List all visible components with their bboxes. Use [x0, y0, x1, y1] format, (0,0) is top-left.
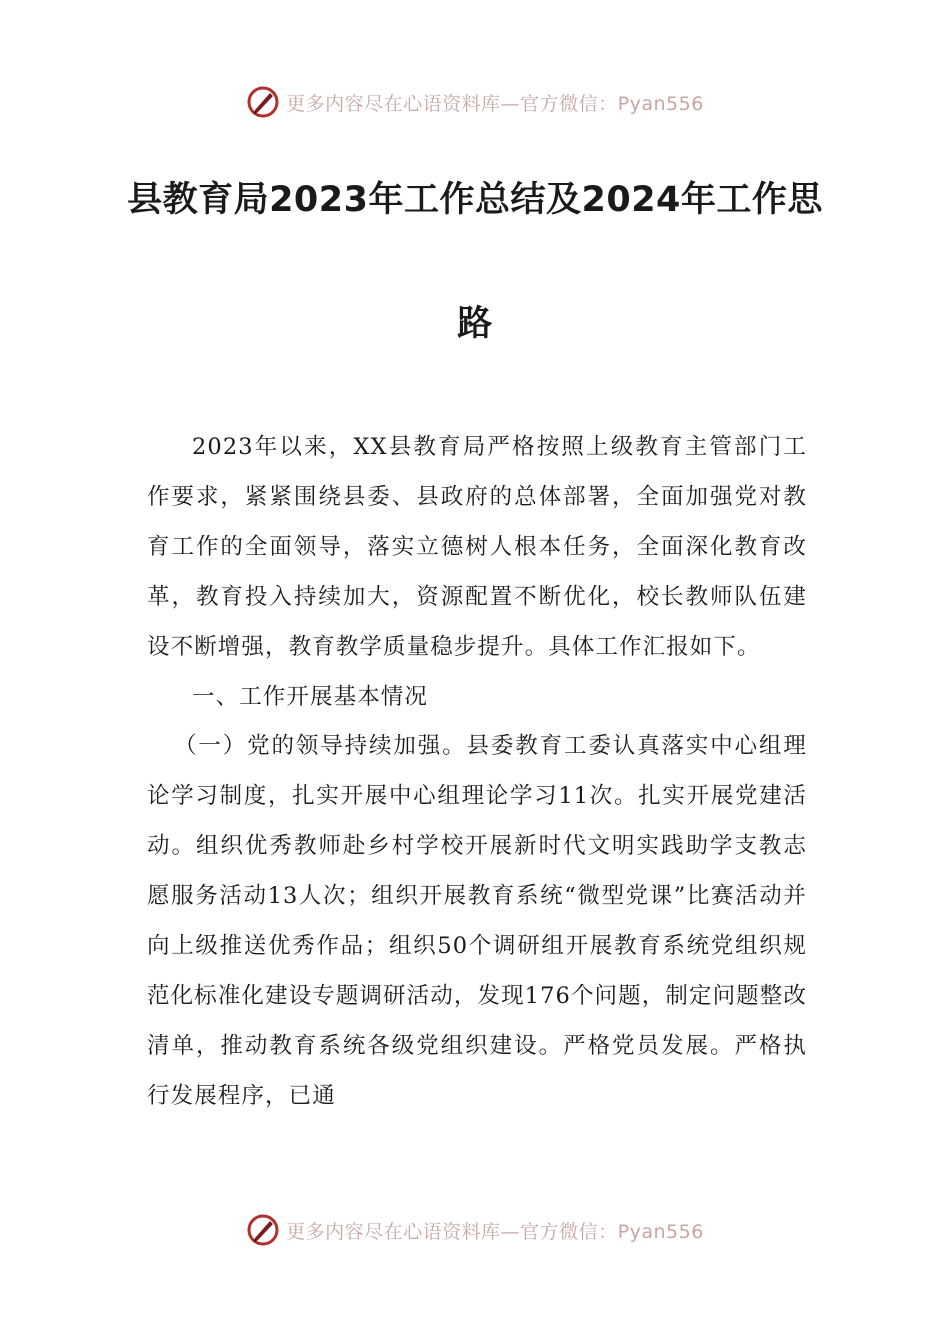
watermark-banner-top [0, 82, 950, 122]
watermark-text: 更多内容尽在心语资料库—官方微信：Pyan556 [286, 1220, 704, 1243]
pen-circle-logo-icon [246, 85, 280, 119]
subsection-paragraph: （一）党的领导持续加强。县委教育工委认真落实中心组理论学习制度，扎实开展中心组理论学习11次。扎实开展党建活动。组织优秀教师赴乡村学校开展新时代文明实践助学支教志愿服务活动13人次；组织开展教育系统“微型党课”比赛活动并向上级推送优秀作品；组织50个调研组开展教育系统党组织规范化标准化建设专题调研活动，发现176个问题，制定问题整改清单，推动教育系统各级党组织建设。严格党员发展。严格执行发展程序，已通 [147, 733, 807, 1109]
document-title-line1: 县教育局2023年工作总结及2024年工作思 [127, 180, 823, 220]
intro-paragraph: 2023年以来，XX县教育局严格按照上级教育主管部门工作要求，紧紧围绕县委、县政府的总体部署，全面加强党对教育工作的全面领导，落实立德树人根本任务，全面深化教育改革，教育投入持续加大，资源配置不断优化，校长教师队伍建设不断增强，教育教学质量稳步提升。具体工作汇报如下。 [147, 434, 807, 660]
document-body [147, 423, 807, 1122]
watermark-text: 更多内容尽在心语资料库—官方微信：Pyan556 [286, 92, 704, 115]
watermark-banner-bottom [0, 1210, 950, 1250]
section-heading: 一、工作开展基本情况 [192, 683, 429, 710]
pen-circle-logo-icon [246, 1213, 280, 1247]
document-title-line2: 路 [457, 304, 493, 344]
